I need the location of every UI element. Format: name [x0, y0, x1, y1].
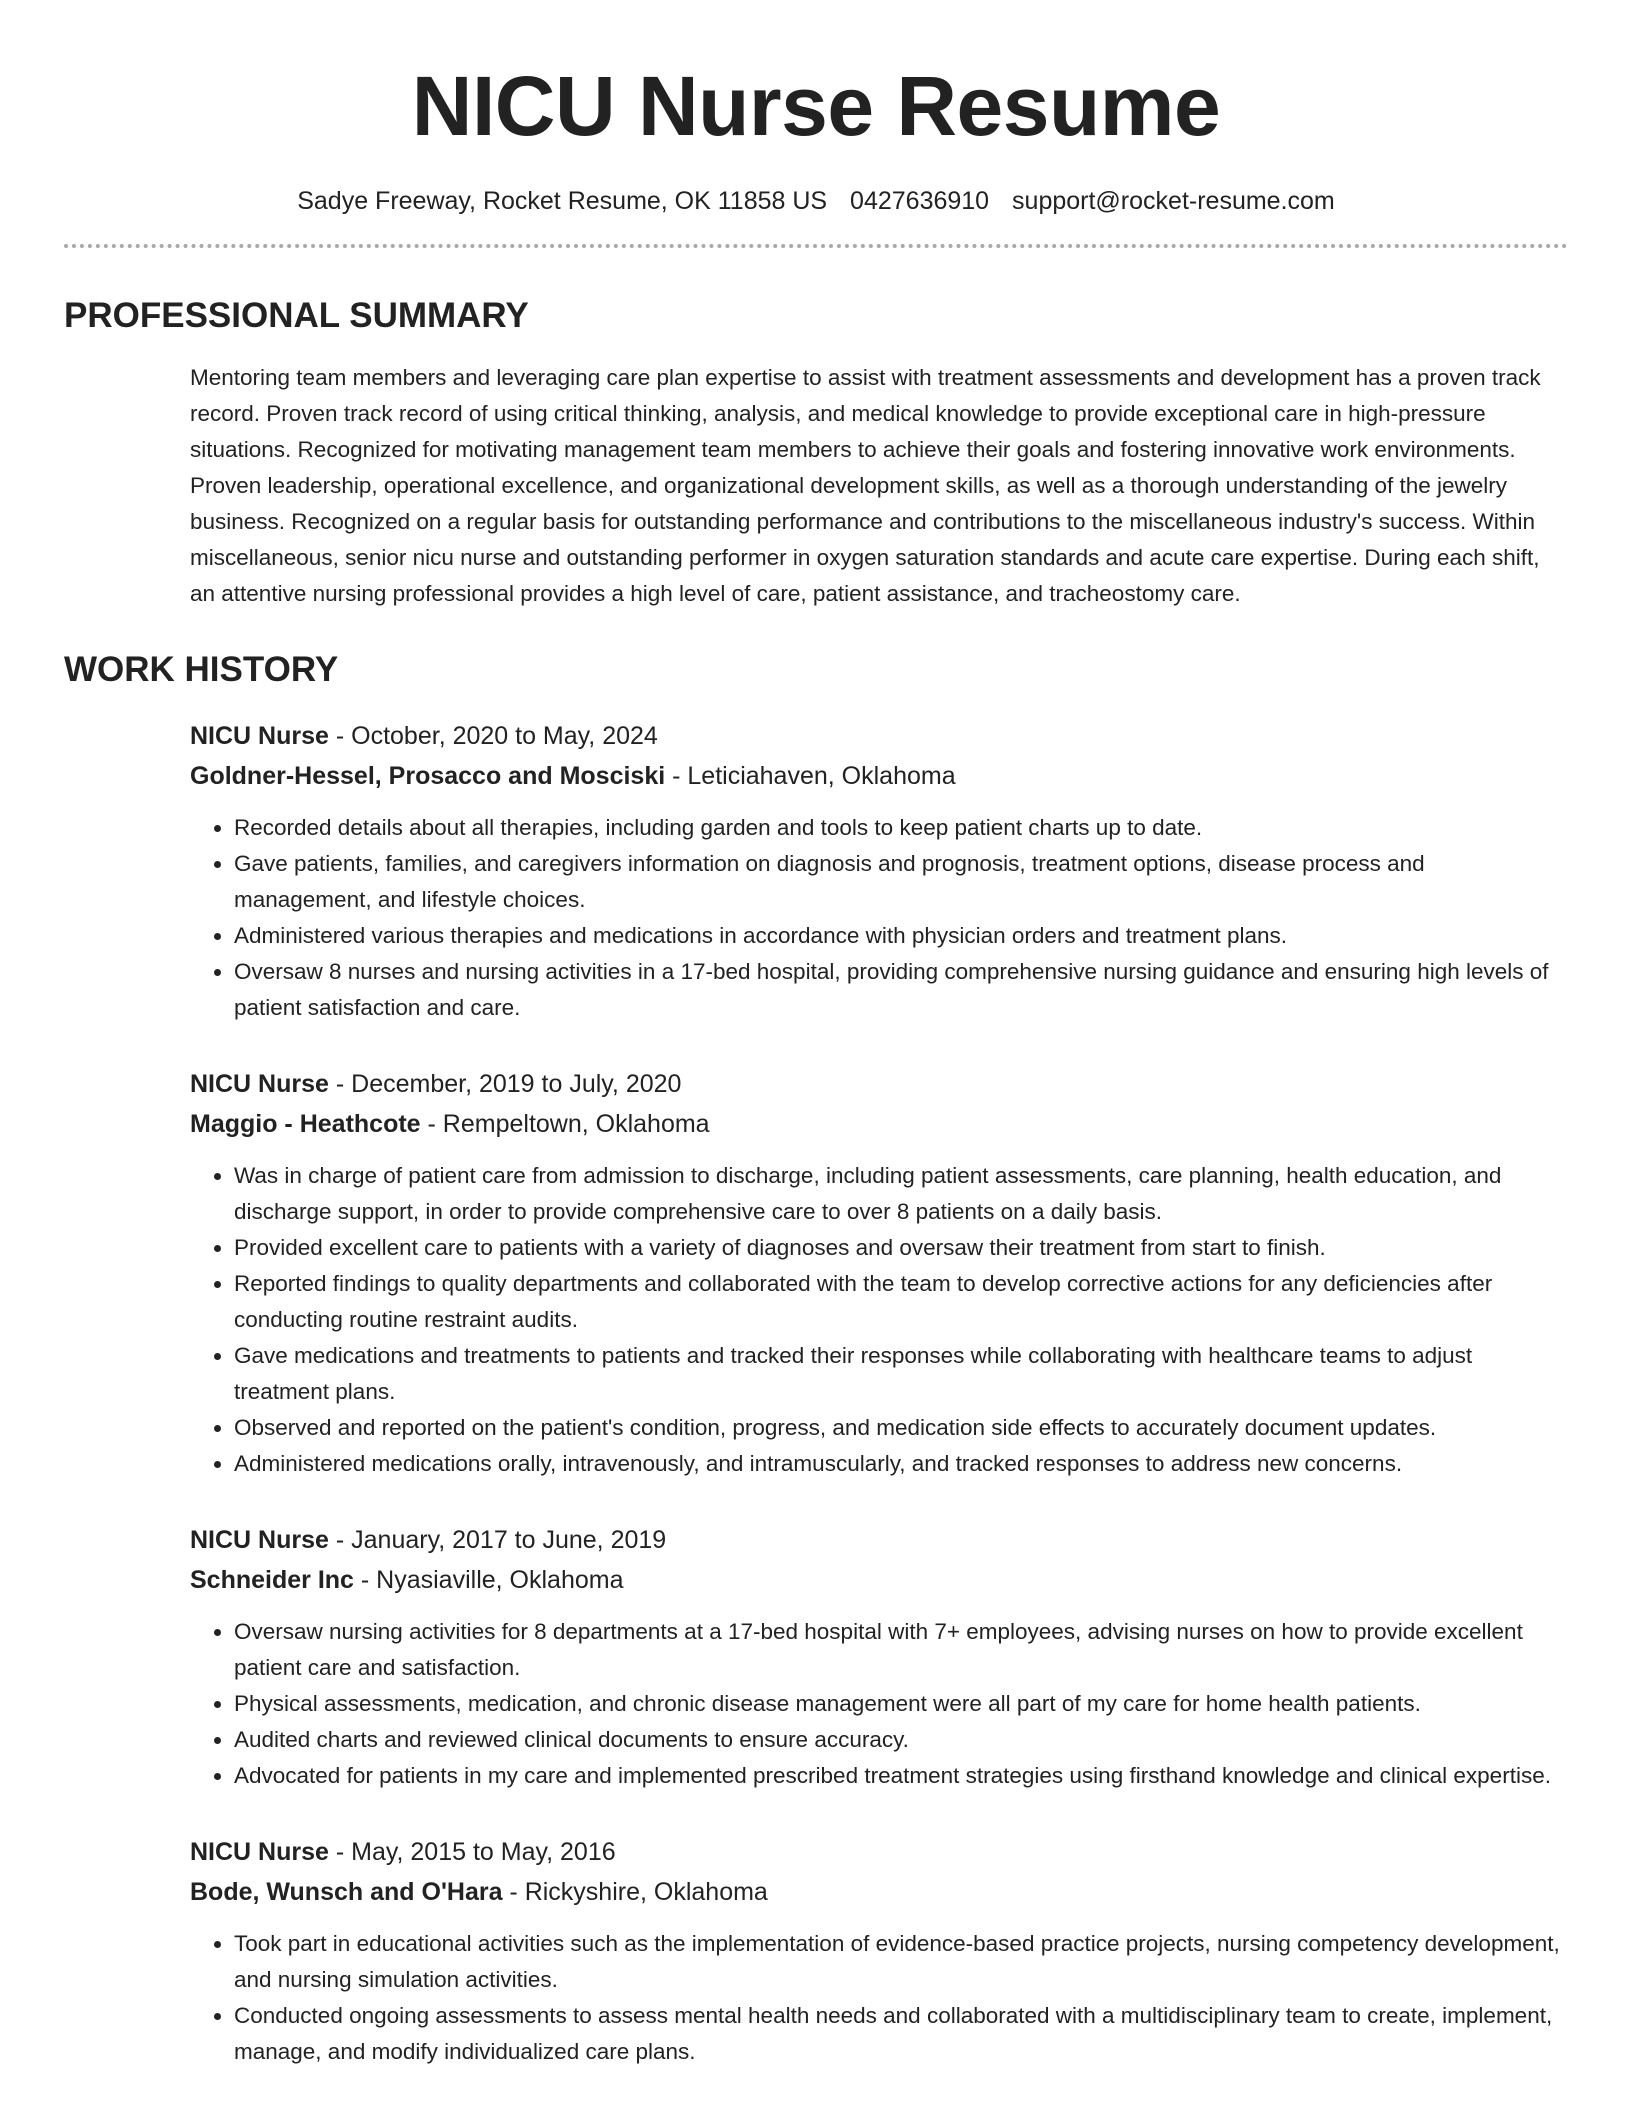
job-bullet: • Advocated for patients in my care and implemented prescribed treatment strategies using firsthand knowledge and clinical expertise. [234, 1758, 1568, 1794]
job-bullets [190, 1926, 1568, 2070]
job-location: - Rempeltown, Oklahoma [420, 1110, 710, 1138]
job-title-line [190, 716, 1568, 756]
job-bullet: • Recorded details about all therapies, including garden and tools to keep patient charts up to date. [234, 810, 1568, 846]
contact-email: support@rocket-resume.com [1012, 187, 1335, 215]
page-title: NICU Nurse Resume [411, 59, 1221, 153]
job-bullet: • Was in charge of patient care from admission to discharge, including patient assessments, care planning, health education, and discharge support, in order to provide comprehensive care to over 8 patients on a daily basis. [234, 1158, 1568, 1230]
job-title: NICU Nurse [190, 1838, 329, 1866]
job-entry [190, 716, 1568, 1026]
work-history-list [190, 716, 1568, 2070]
job-title-line [190, 1832, 1568, 1872]
job-bullet: • Physical assessments, medication, and chronic disease management were all part of my care for home health patients. [234, 1686, 1568, 1722]
job-bullet: • Oversaw nursing activities for 8 departments at a 17-bed hospital with 7+ employees, advising nurses on how to provide excellent patient care and satisfaction. [234, 1614, 1568, 1686]
job-dates: - January, 2017 to June, 2019 [328, 1526, 667, 1554]
job-entry [190, 1064, 1568, 1482]
job-bullet: • Observed and reported on the patient's condition, progress, and medication side effects to accurately document updates. [234, 1410, 1568, 1446]
job-bullet: • Took part in educational activities such as the implementation of evidence-based practice projects, nursing competency development, and nursing simulation activities. [234, 1926, 1568, 1998]
job-company-line [190, 756, 1568, 796]
contact-address: Sadye Freeway, Rocket Resume, OK 11858 US [297, 187, 828, 215]
job-location: - Nyasiaville, Oklahoma [353, 1566, 624, 1594]
job-bullet: • Oversaw 8 nurses and nursing activities in a 17-bed hospital, providing comprehensive nursing guidance and ensuring high levels of patient satisfaction and care. [234, 954, 1568, 1026]
job-location: - Leticiahaven, Oklahoma [665, 762, 956, 790]
job-bullet: • Gave patients, families, and caregivers information on diagnosis and prognosis, treatment options, disease process and management, and lifestyle choices. [234, 846, 1568, 918]
job-bullets [190, 1614, 1568, 1794]
job-bullet: • Audited charts and reviewed clinical documents to ensure accuracy. [234, 1722, 1568, 1758]
job-bullet: • Reported findings to quality departments and collaborated with the team to develop corrective actions for any deficiencies after conducting routine restraint audits. [234, 1266, 1568, 1338]
job-location: - Rickyshire, Oklahoma [502, 1878, 768, 1906]
job-title: NICU Nurse [190, 1526, 329, 1554]
summary-text: Mentoring team members and leveraging care plan expertise to assist with treatment assessments and development has a proven track record. Proven track record of using critical thinking, analysis, and medical knowledge to provide exceptional care in high-pressure situations. Recognized for motivating management team members to achieve their goals and fostering innovative work environments. Proven leadership, operational excellence, and organizational development skills, as well as a thorough understanding of the jewelry business. Recognized on a regular basis for outstanding performance and contributions to the miscellaneous industry's success. Within miscellaneous, senior nicu nurse and outstanding performer in oxygen saturation standards and acute care expertise. During each shift, an attentive nursing professional provides a high level of care, patient assistance, and tracheostomy care. [190, 365, 1541, 606]
job-bullets [190, 1158, 1568, 1482]
job-bullet: • Gave medications and treatments to patients and tracked their responses while collaborating with healthcare teams to adjust treatment plans. [234, 1338, 1568, 1410]
job-title: NICU Nurse [190, 1070, 329, 1098]
job-title-line [190, 1064, 1568, 1104]
job-title: NICU Nurse [190, 722, 329, 750]
job-company-line [190, 1560, 1568, 1600]
job-entry [190, 1832, 1568, 2070]
job-company-line [190, 1104, 1568, 1144]
job-dates: - December, 2019 to July, 2020 [328, 1070, 682, 1098]
job-company: Schneider Inc [190, 1566, 354, 1594]
header-divider [64, 244, 1568, 248]
job-entry [190, 1520, 1568, 1794]
job-bullet: • Provided excellent care to patients with a variety of diagnoses and oversaw their treatment from start to finish. [234, 1230, 1568, 1266]
job-company: Maggio - Heathcote [190, 1110, 421, 1138]
resume-page [64, 0, 1568, 2070]
job-company: Bode, Wunsch and O'Hara [190, 1878, 503, 1906]
job-bullets [190, 810, 1568, 1026]
section-title-work-history: WORK HISTORY [64, 650, 339, 689]
section-title-summary: PROFESSIONAL SUMMARY [64, 296, 529, 335]
job-bullet: • Administered medications orally, intravenously, and intramuscularly, and tracked responses to address new concerns. [234, 1446, 1568, 1482]
job-dates: - May, 2015 to May, 2016 [328, 1838, 616, 1866]
contact-phone: 0427636910 [850, 187, 990, 215]
contact-info [64, 185, 1568, 217]
job-dates: - October, 2020 to May, 2024 [328, 722, 658, 750]
job-company: Goldner-Hessel, Prosacco and Mosciski [190, 762, 666, 790]
job-company-line [190, 1872, 1568, 1912]
job-title-line [190, 1520, 1568, 1560]
job-bullet: • Conducted ongoing assessments to assess mental health needs and collaborated with a multidisciplinary team to create, implement, manage, and modify individualized care plans. [234, 1998, 1568, 2070]
job-bullet: • Administered various therapies and medications in accordance with physician orders and treatment plans. [234, 918, 1568, 954]
